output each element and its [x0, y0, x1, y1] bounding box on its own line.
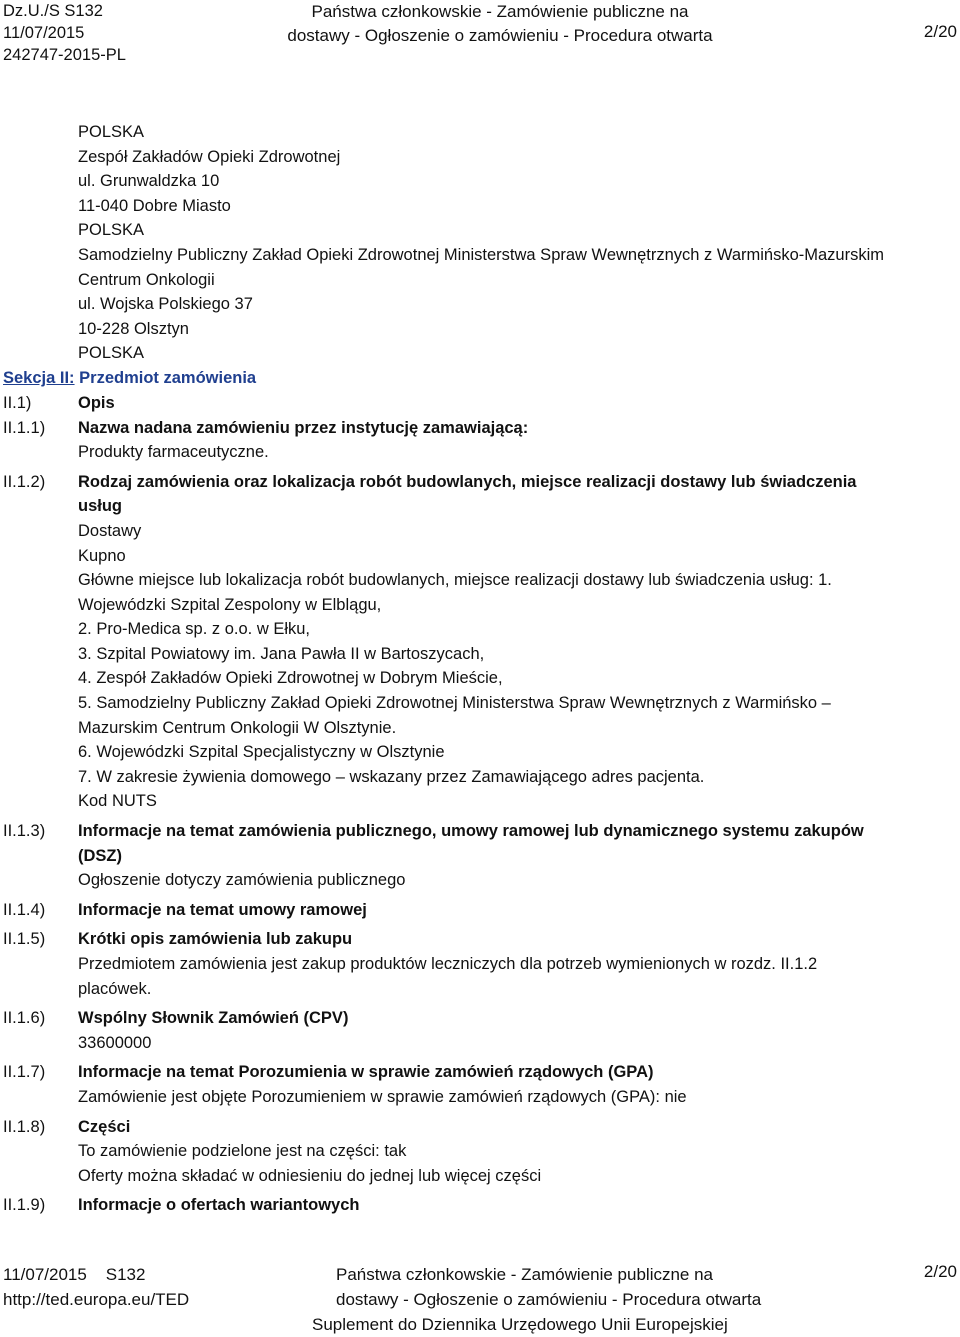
header-title [250, 2, 750, 48]
header-title-line1: Państwa członkowskie - Zamówienie publiczne na [311, 2, 689, 21]
item-value: 6. Wojewódzki Szpital Specjalistyczny w Olsztynie [78, 743, 445, 762]
address-block [0, 120, 960, 366]
section-prefix: Sekcja II: [3, 368, 75, 387]
item-value: Kupno [78, 546, 126, 565]
header-date: 11/07/2015 [3, 24, 85, 42]
item-number: II.1.5) [3, 930, 46, 949]
address-line: 10-228 Olsztyn [78, 319, 189, 338]
address-line: Centrum Onkologii [78, 270, 215, 289]
item-value: 7. W zakresie żywienia domowego – wskazany przez Zamawiającego adres pacjenta. [78, 767, 705, 786]
item-ii14 [0, 898, 960, 923]
item-ii15 [0, 927, 960, 1001]
footer-date: 11/07/2015 [3, 1265, 87, 1284]
footer-left [3, 1262, 189, 1312]
header-title-line2: dostawy - Ogłoszenie o zamówieniu - Procedura otwarta [287, 26, 713, 45]
item-value: Produkty farmaceutyczne. [78, 443, 269, 462]
address-line: POLSKA [78, 344, 145, 363]
item-value: Zamówienie jest objęte Porozumieniem w sprawie zamówień rządowych (GPA): nie [78, 1087, 687, 1106]
section-heading [0, 366, 960, 391]
item-value: Główne miejsce lub lokalizacja robót budowlanych, miejsce realizacji dostawy lub świadczenia usług: 1. [78, 571, 832, 590]
item-title: Nazwa nadana zamówieniu przez instytucję zamawiającą: [78, 418, 529, 437]
item-value: Oferty można składać w odniesieniu do jednej lub więcej części [78, 1166, 542, 1185]
item-title: Wspólny Słownik Zamówień (CPV) [78, 1009, 349, 1028]
journal-ref: Dz.U./S S132 [3, 2, 103, 20]
item-title: Informacje na temat umowy ramowej [78, 900, 367, 919]
item-number: II.1.7) [3, 1063, 46, 1082]
address-line: Zespół Zakładów Opieki Zdrowotnej [78, 147, 341, 166]
address-line: POLSKA [78, 221, 145, 240]
footer-title-line3: Suplement do Dziennika Urzędowego Unii Europejskiej [312, 1315, 728, 1334]
address-line: POLSKA [78, 123, 145, 141]
document-body [0, 120, 960, 1218]
item-title: Krótki opis zamówienia lub zakupu [78, 930, 353, 949]
footer-title-line1: Państwa członkowskie - Zamówienie publiczne na [336, 1265, 714, 1284]
item-title: Informacje na temat Porozumienia w sprawie zamówień rządowych (GPA) [78, 1063, 654, 1082]
item-ii11 [0, 416, 960, 465]
item-value: Kod NUTS [78, 792, 157, 811]
item-number: II.1.9) [3, 1196, 46, 1215]
item-number: II.1.6) [3, 1009, 46, 1028]
item-value: 5. Samodzielny Publiczny Zakład Opieki Zdrowotnej Ministerstwa Spraw Wewnętrznych z Warmińsko – [78, 694, 831, 713]
item-number: II.1.3) [3, 822, 46, 841]
item-value: 4. Zespół Zakładów Opieki Zdrowotnej w Dobrym Mieście, [78, 669, 503, 688]
document-id: 242747-2015-PL [3, 46, 126, 64]
item-title: Informacje na temat zamówienia publicznego, umowy ramowej lub dynamicznego systemu zakupów [78, 822, 864, 841]
item-ii1 [0, 391, 960, 416]
item-number: II.1.2) [3, 472, 46, 491]
footer-url[interactable]: http://ted.europa.eu/TED [3, 1290, 190, 1309]
page-header [0, 0, 960, 70]
item-value: Dostawy [78, 521, 142, 540]
item-ii13 [0, 819, 960, 893]
item-value: Wojewódzki Szpital Zespolony w Elblągu, [78, 595, 382, 614]
item-title: Części [78, 1117, 131, 1136]
item-value: Przedmiotem zamówienia jest zakup produktów leczniczych dla potrzeb wymienionych w rozdz. II.1.2 [78, 955, 818, 973]
item-ii16 [0, 1006, 960, 1055]
item-number: II.1.1) [3, 418, 46, 437]
item-title: Opis [78, 393, 115, 412]
item-title: Rodzaj zamówienia oraz lokalizacja robót budowlanych, miejsce realizacji dostawy lub świadczenia [78, 472, 857, 491]
footer-series: S132 [105, 1265, 146, 1284]
footer-title [250, 1262, 830, 1337]
item-ii12 [0, 470, 960, 814]
item-value: To zamówienie podzielone jest na części: tak [78, 1142, 407, 1161]
item-number: II.1.8) [3, 1117, 46, 1136]
item-value: Mazurskim Centrum Onkologii W Olsztynie. [78, 718, 397, 737]
item-number: II.1) [3, 393, 32, 412]
item-value: 3. Szpital Powiatowy im. Jana Pawła II w Bartoszycach, [78, 644, 485, 663]
item-value: 33600000 [78, 1033, 152, 1052]
footer-page-number: 2/20 [923, 1262, 957, 1281]
item-title: usług [78, 497, 122, 516]
item-value: placówek. [78, 979, 152, 998]
section-title: Przedmiot zamówienia [79, 368, 257, 387]
item-ii17 [0, 1060, 960, 1109]
header-page-number: 2/20 [923, 22, 957, 41]
address-line: 11-040 Dobre Miasto [78, 196, 231, 215]
page-footer [0, 1262, 960, 1334]
item-ii18 [0, 1115, 960, 1189]
address-line: ul. Grunwaldzka 10 [78, 172, 220, 191]
address-line: Samodzielny Publiczny Zakład Opieki Zdrowotnej Ministerstwa Spraw Wewnętrznych z Warmińsko-Mazurskim [78, 245, 885, 264]
address-line: ul. Wojska Polskiego 37 [78, 295, 253, 314]
item-ii19 [0, 1193, 960, 1218]
item-number: II.1.4) [3, 900, 46, 919]
item-title: Informacje o ofertach wariantowych [78, 1196, 360, 1215]
item-value: Ogłoszenie dotyczy zamówienia publicznego [78, 871, 406, 890]
header-left [3, 0, 126, 66]
item-value: 2. Pro-Medica sp. z o.o. w Ełku, [78, 620, 311, 639]
item-title: (DSZ) [78, 846, 122, 865]
footer-title-line2: dostawy - Ogłoszenie o zamówieniu - Procedura otwarta [336, 1290, 762, 1309]
